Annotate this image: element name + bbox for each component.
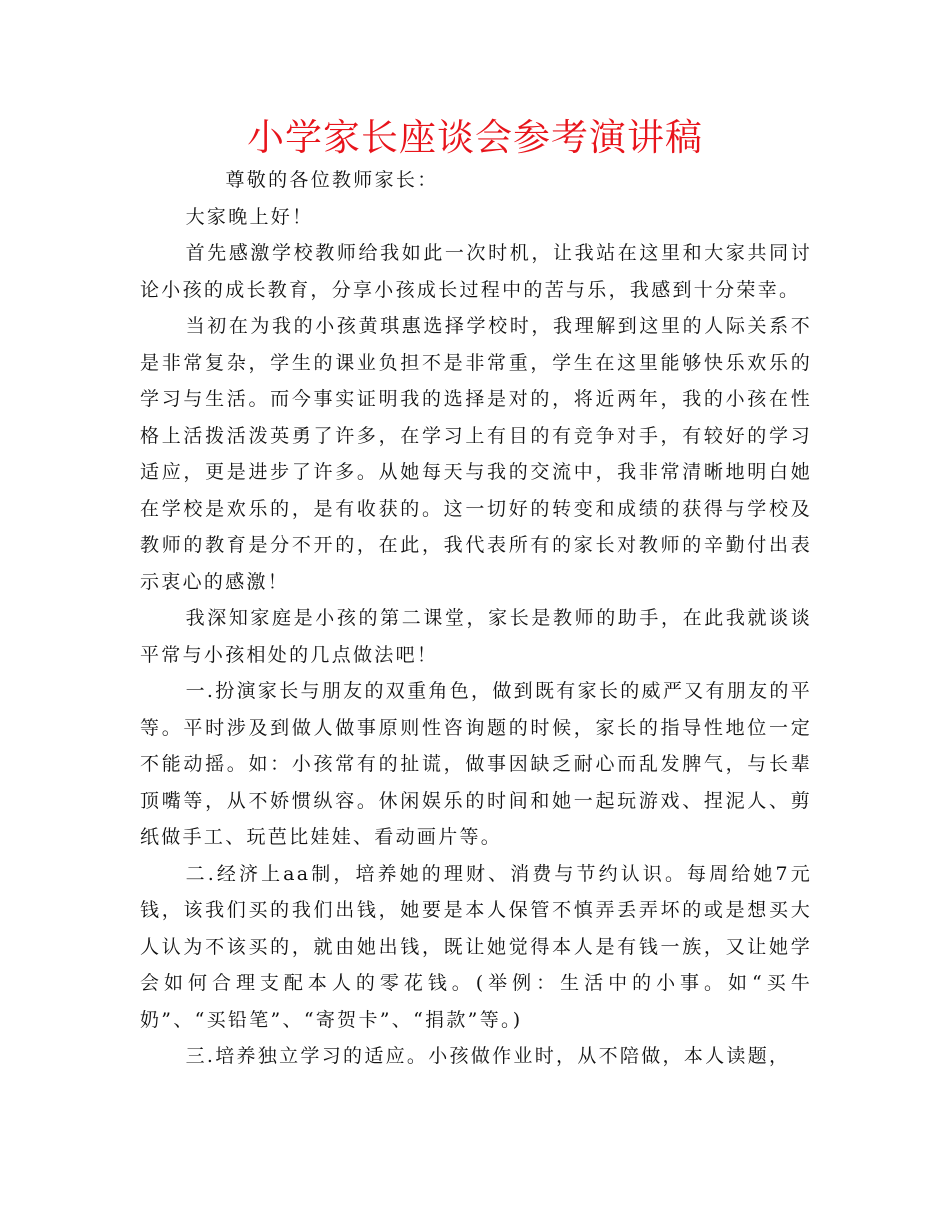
document-body xyxy=(140,162,812,1075)
paragraph-salutation: 尊敬的各位教师家长： xyxy=(225,169,439,191)
paragraph-greeting: 大家晚上好！ xyxy=(185,205,314,228)
document-title: 小学家长座谈会参考演讲稿 xyxy=(247,116,703,159)
paragraph-point-two: 二.经济上aa制，培养她的理财、消费与节约认识。每周给她7元钱，该我们买的我们出钱，她要是本人保管不慎弄丢弄坏的或是想买大人认为不该买的，就由她出钱，既让她觉得本人是有钱一族，又让她学会如何合理支配本人的零花钱。(举例：生活中的小事。如“买牛奶”、“买铅笔”、“寄贺卡”、“捐款”等。) xyxy=(140,862,812,1031)
paragraph-point-one: 一.扮演家长与朋友的双重角色，做到既有家长的威严又有朋友的平等。平时涉及到做人做事原则性咨询题的时候，家长的指导性地位一定不能动摇。如：小孩常有的扯谎，做事因缺乏耐心而乱发脾气，与长辈顶嘴等，从不娇惯纵容。休闲娱乐的时间和她一起玩游戏、捏泥人、剪纸做手工、玩芭比娃娃、看动画片等。 xyxy=(140,680,812,848)
paragraph-gratitude: 首先感激学校教师给我如此一次时机，让我站在这里和大家共同讨论小孩的成长教育，分享小孩成长过程中的苦与乐，我感到十分荣幸。 xyxy=(140,242,812,301)
paragraph-school-choice: 当初在为我的小孩黄琪惠选择学校时，我理解到这里的人际关系不是非常复杂，学生的课业负担不是非常重，学生在这里能够快乐欢乐的学习与生活。而今事实证明我的选择是对的，将近两年，我的小孩在性格上活拨活泼英勇了许多，在学习上有目的有竞争对手，有较好的学习适应，更是进步了许多。从她每天与我的交流中，我非常清晰地明白她在学校是欢乐的，是有收获的。这一切好的转变和成绩的获得与学校及教师的教育是分不开的，在此，我代表所有的家长对教师的辛勤付出表示衷心的感激！ xyxy=(140,315,812,593)
paragraph-point-three: 三.培养独立学习的适应。小孩做作业时，从不陪做，本人读题， xyxy=(185,1045,791,1067)
paragraph-family-classroom: 我深知家庭是小孩的第二课堂，家长是教师的助手，在此我就谈谈平常与小孩相处的几点做法吧！ xyxy=(140,607,812,666)
